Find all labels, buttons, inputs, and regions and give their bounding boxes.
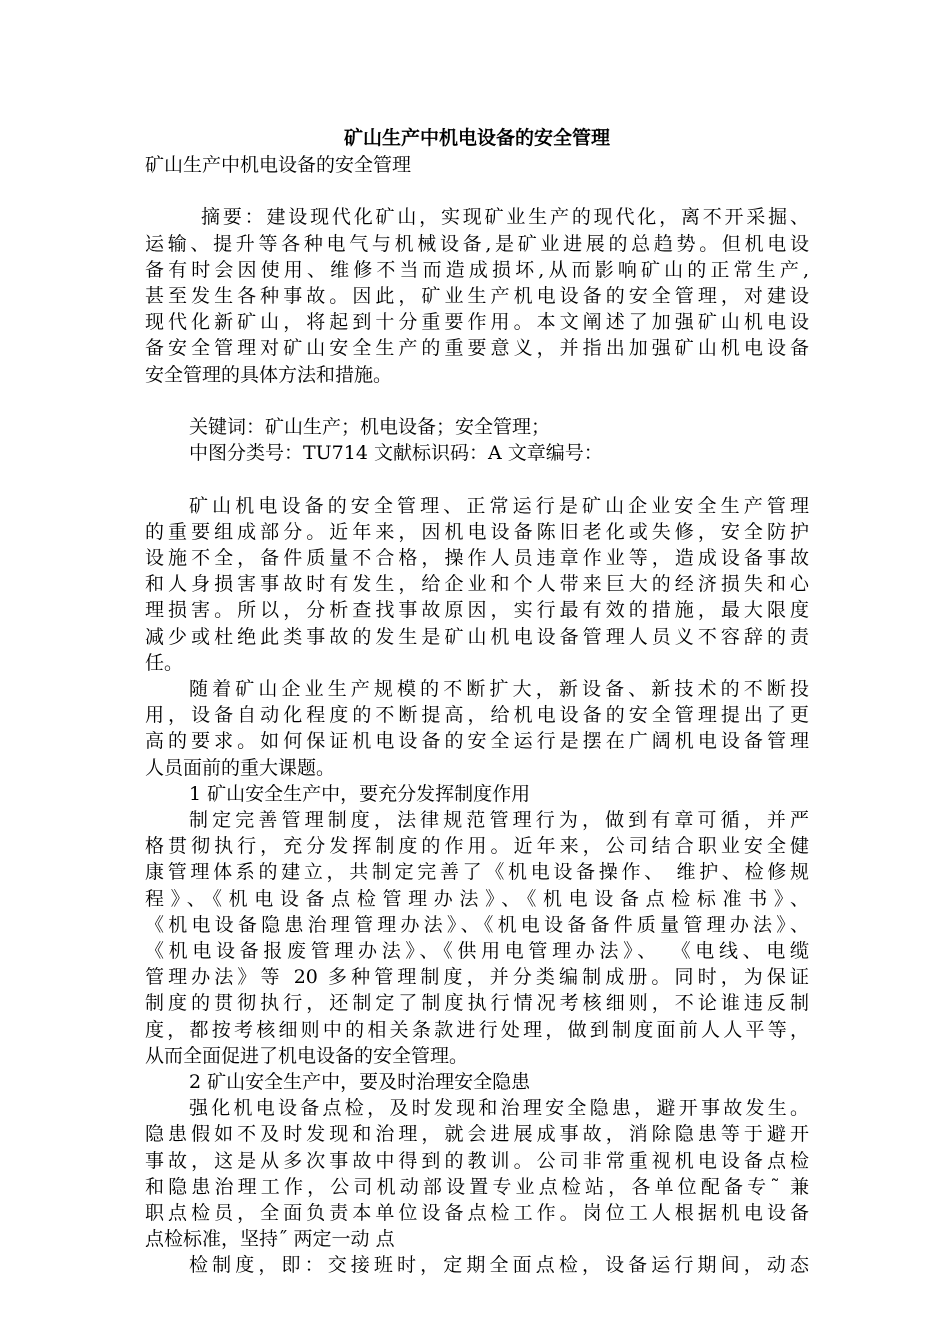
paragraph-line: 和人身损害事故时有发生，给企业和个人带来巨大的经济损失和心 [145,573,809,596]
paragraph-line: 任。 [145,651,184,674]
blank-line [145,178,809,204]
document-subtitle: 矿山生产中机电设备的安全管理 [145,154,412,176]
abstract-line: 运输、提升等各种电气与机械设备,是矿业进展的总趋势。但机电设 [145,232,809,255]
abstract-line: 现代化新矿山，将起到十分重要作用。本文阐述了加强矿山机电设 [145,311,809,334]
paragraph-line: 设施不全，备件质量不合格，操作人员违章作业等，造成设备事故 [145,547,809,569]
paragraph-line: 检制度，即：交接班时，定期全面点检，设备运行期间，动态 [189,1254,809,1277]
keywords: 关键词：矿山生产；机电设备；安全管理； [189,416,551,438]
paragraph-line: 高的要求。如何保证机电设备的安全运行是摆在广阔机电设备管理 [145,730,809,753]
document-title: 矿山生产中机电设备的安全管理 [343,127,610,149]
paragraph-line: 随着矿山企业生产规模的不断扩大，新设备、新技术的不断投 [189,678,809,701]
paragraph-line: 点检标准，坚持˝ 两定一动 点 [145,1228,395,1251]
paragraph-line: 《机电设备隐患治理管理办法》、《机电设备备件质量管理办法》、 [145,913,809,936]
section-heading-2: 2 矿山安全生产中，要及时治理安全隐患 [189,1071,531,1094]
paragraph-line: 人员面前的重大课题。 [145,756,336,779]
paragraph-3 [145,807,809,1069]
paragraph-line: 《机电设备报废管理办法》、《供用电管理办法》、 《电线、电缆 [145,940,809,963]
paragraph-line: 减少或杜绝此类事故的发生是矿山机电设备管理人员义不容辞的责 [145,625,809,648]
paragraph-line: 康管理体系的建立，共制定完善了《机电设备操作、 维护、检修规 [145,861,809,884]
paragraph-line: 管理办法》等 20 多种管理制度，并分类编制成册。同时，为保证 [145,966,809,989]
paragraph-line: 程》、《机电设备点检管理办法》、《机电设备点检标准书》、 [145,887,809,910]
paragraph-1 [145,493,809,676]
classification: 中图分类号：TU714 文献标识码：A 文章编号： [189,442,603,465]
paragraph-line: 度，都按考核细则中的相关条款进行处理，做到制度面前人人平等， [145,1018,809,1041]
document-page [145,124,809,1279]
blank-line [145,388,809,414]
paragraph-line: 从而全面促进了机电设备的安全管理。 [145,1044,469,1067]
paragraph-line: 用，设备自动化程度的不断提高，给机电设备的安全管理提出了更 [145,704,809,727]
paragraph-line: 的重要组成部分。近年来，因机电设备陈旧老化或失修，安全防护 [145,520,809,543]
paragraph-5 [145,1252,809,1278]
paragraph-2 [145,676,809,781]
paragraph-line: 制定完善管理制度，法律规范管理行为，做到有章可循，并严 [189,809,809,832]
blank-line [145,466,809,492]
abstract-line: 备有时会因使用、维修不当而造成损坏,从而影响矿山的正常生产, [145,258,809,281]
abstract-line: 安全管理的具体方法和措施。 [145,363,393,386]
abstract [145,204,809,387]
paragraph-line: 事故，这是从多次事故中得到的教训。公司非常重视机电设备点检 [145,1149,809,1172]
paragraph-line: 职点检员，全面负责本单位设备点检工作。岗位工人根据机电设备 [145,1202,809,1225]
paragraph-line: 制度的贯彻执行，还制定了制度执行情况考核细则，不论谁违反制 [145,992,809,1015]
abstract-line: 甚至发生各种事故。因此，矿业生产机电设备的安全管理，对建设 [145,285,809,307]
abstract-line: 摘要：建设现代化矿山，实现矿业生产的现代化，离不开采掘、 [201,206,809,229]
paragraph-line: 矿山机电设备的安全管理、正常运行是矿山企业安全生产管理 [189,494,809,517]
paragraph-4 [145,1095,809,1252]
paragraph-line: 强化机电设备点检，及时发现和治理安全隐患，避开事故发生。 [189,1097,809,1120]
paragraph-line: 理损害。所以，分析查找事故原因，实行最有效的措施，最大限度 [145,599,809,622]
abstract-line: 备安全管理对矿山安全生产的重要意义，并指出加强矿山机电设备 [145,337,809,360]
paragraph-line: 隐患假如不及时发现和治理，就会进展成事故，消除隐患等于避开 [145,1123,809,1146]
paragraph-line: 格贯彻执行，充分发挥制度的作用。近年来，公司结合职业安全健 [145,835,809,858]
section-heading-1: 1 矿山安全生产中，要充分发挥制度作用 [189,782,531,805]
paragraph-line: 和隐患治理工作，公司机动部设置专业点检站，各单位配备专˜ 兼 [145,1175,809,1198]
